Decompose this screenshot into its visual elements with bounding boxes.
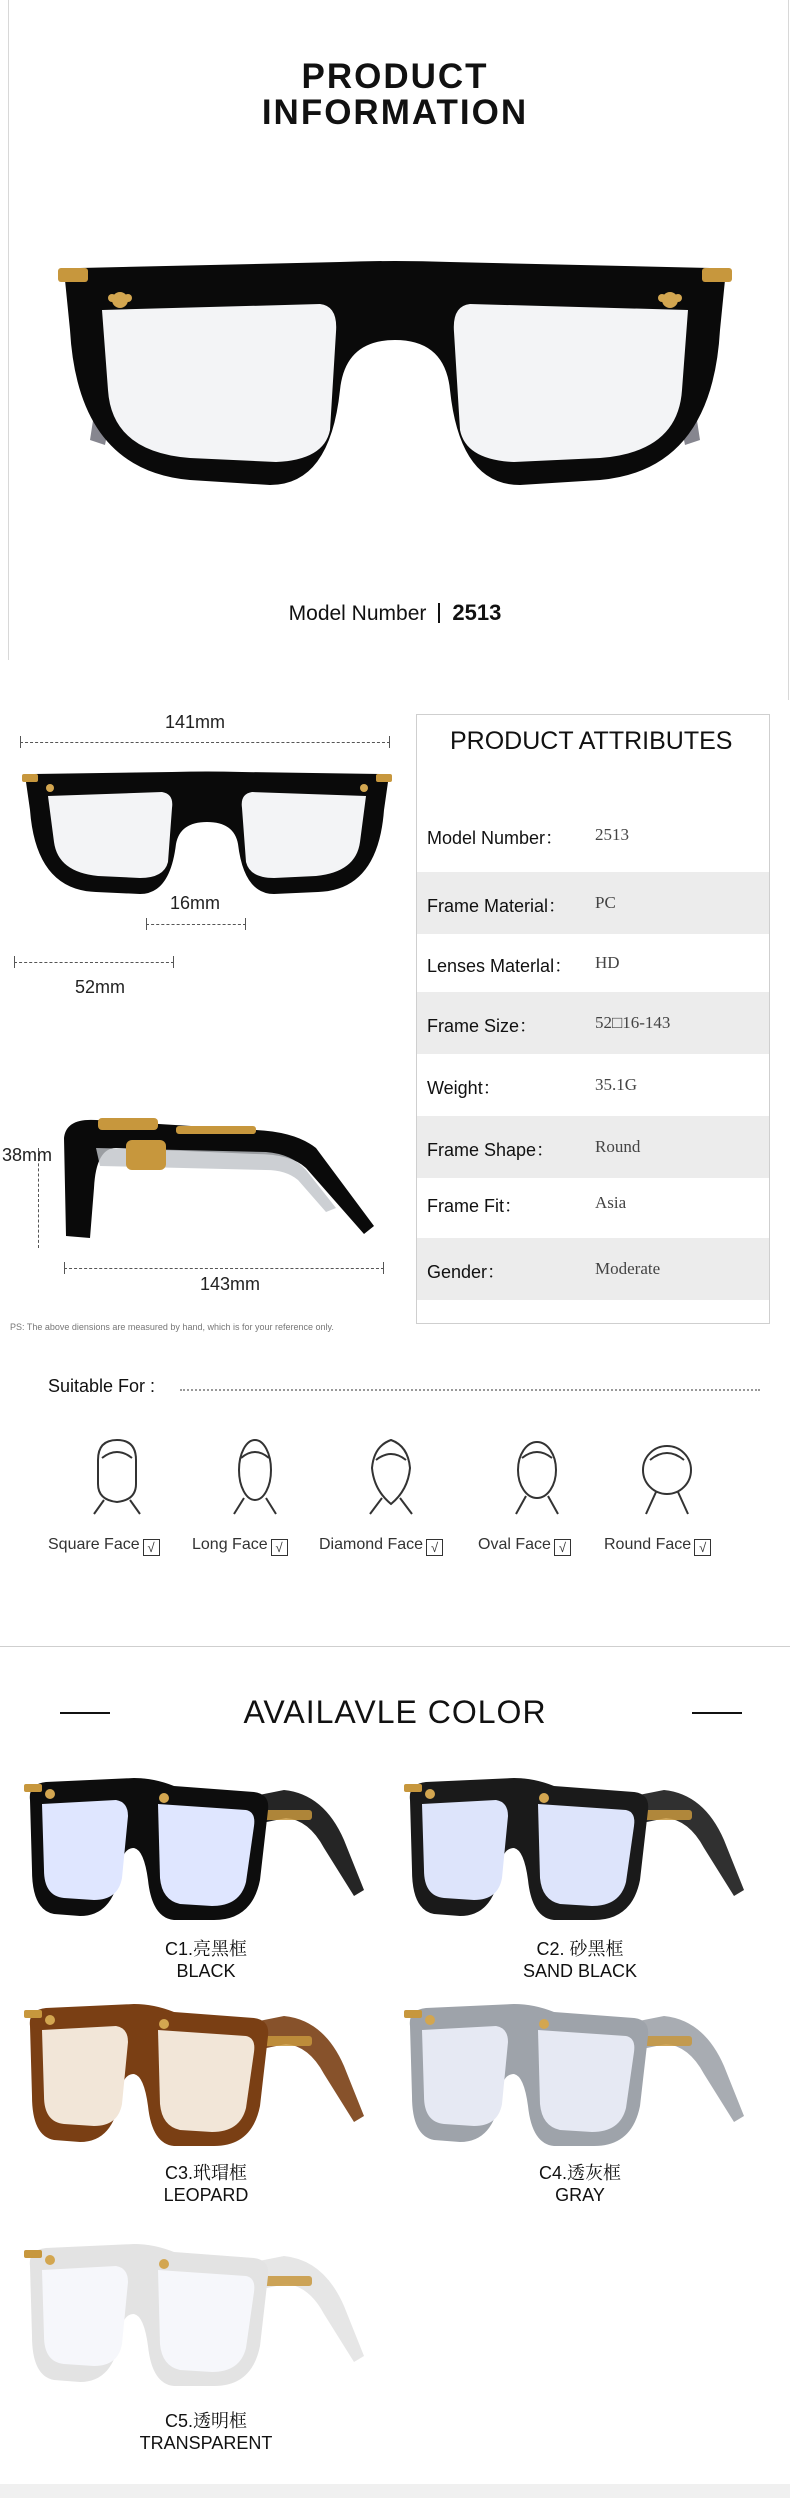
- bottom-bar: [0, 2484, 790, 2498]
- color-c1-caption: [36, 1938, 376, 1982]
- model-number-label: Model Number: [288, 602, 427, 625]
- attr-row-weight: [417, 1054, 769, 1116]
- attr-row-fit: [417, 1172, 769, 1234]
- dim-bridge-line: [146, 924, 246, 925]
- dimension-glasses-front-image: [22, 770, 392, 900]
- color-name: LEOPARD: [163, 2185, 249, 2205]
- long-face-icon: [228, 1436, 282, 1516]
- attr-label: Frame Fit：: [427, 1196, 523, 1216]
- dim-tick: [383, 1262, 384, 1274]
- attr-label: Frame Shape：: [427, 1140, 555, 1160]
- attr-value: 35.1G: [595, 1075, 638, 1094]
- measurement-note: PS: The above diensions are measured by hand, which is for your reference only.: [10, 1322, 334, 1332]
- attr-label: Model Number：: [427, 828, 564, 848]
- section-divider: [0, 1646, 790, 1647]
- attr-row-gender: [417, 1238, 769, 1300]
- dim-temple-length: 143mm: [200, 1274, 261, 1294]
- dim-tick: [146, 918, 147, 930]
- face-label-text: Square Face: [48, 1536, 140, 1553]
- dim-tick: [20, 736, 21, 748]
- dim-total-width: 141mm: [165, 712, 226, 732]
- dim-tick: [245, 918, 246, 930]
- face-label-square: [48, 1536, 160, 1556]
- attr-label: Lenses Materlal：: [427, 956, 573, 976]
- face-label-text: Oval Face: [478, 1536, 551, 1553]
- face-label-diamond: [319, 1536, 443, 1556]
- attr-row-size: [417, 992, 769, 1054]
- checkbox-icon: √: [554, 1539, 571, 1556]
- face-label-round: [604, 1536, 711, 1556]
- attr-row-material: [417, 872, 769, 934]
- color-code: C3.玳瑁框: [164, 2163, 247, 2183]
- available-color-title: AVAILAVLE COLOR: [243, 1694, 547, 1730]
- dim-total-width-line: [20, 742, 390, 743]
- color-name: SAND BLACK: [522, 1961, 638, 1981]
- face-label-text: Diamond Face: [319, 1536, 424, 1553]
- model-number-value: 2513: [452, 600, 502, 625]
- checkbox-icon: √: [694, 1539, 711, 1556]
- hero-glasses-front-image: [40, 240, 750, 510]
- dim-temple-line: [64, 1268, 384, 1269]
- attr-label: Weight：: [427, 1078, 501, 1098]
- color-c5-caption: [36, 2410, 376, 2454]
- attr-label: Frame Material：: [427, 896, 567, 916]
- color-c2-caption: [410, 1938, 750, 1982]
- attr-row-model: [417, 804, 769, 866]
- color-c4-caption: [410, 2162, 750, 2206]
- face-label-long: [192, 1536, 288, 1556]
- attr-value: Moderate: [595, 1259, 661, 1278]
- color-c4-glasses-image: [404, 1996, 764, 2156]
- attr-row-shape: [417, 1116, 769, 1178]
- dimension-glasses-side-image: [56, 1108, 386, 1248]
- round-face-icon: [640, 1436, 694, 1516]
- dim-lens-height: 38mm: [2, 1145, 53, 1165]
- attr-row-lenses: [417, 932, 769, 994]
- dim-lens-width: 52mm: [75, 977, 126, 997]
- dim-lens-width-line: [14, 962, 174, 963]
- dim-tick: [14, 956, 15, 968]
- checkbox-icon: √: [271, 1539, 288, 1556]
- attr-label: Frame Size：: [427, 1016, 538, 1036]
- color-code: C1.亮黑框: [164, 1939, 247, 1959]
- color-c3-caption: [36, 2162, 376, 2206]
- checkbox-icon: √: [426, 1539, 443, 1556]
- attr-value: 2513: [595, 825, 629, 844]
- attr-value: Round: [595, 1137, 641, 1156]
- color-c3-glasses-image: [24, 1996, 384, 2156]
- model-separator: [438, 603, 440, 623]
- model-number-line: [0, 600, 790, 626]
- color-code: C2. 砂黑框: [536, 1939, 624, 1959]
- suitable-for-dotted-line: [180, 1389, 760, 1391]
- dim-tick: [389, 736, 390, 748]
- checkbox-icon: √: [143, 1539, 160, 1556]
- page-title-line1: PRODUCT: [301, 57, 489, 96]
- face-label-oval: [478, 1536, 571, 1556]
- diamond-face-icon: [364, 1436, 418, 1516]
- color-name: BLACK: [176, 1961, 236, 1981]
- dim-tick: [64, 1262, 65, 1274]
- attr-label: Gender：: [427, 1262, 506, 1282]
- face-label-text: Long Face: [192, 1536, 268, 1553]
- attr-value: PC: [595, 893, 616, 912]
- dim-bridge: 16mm: [170, 893, 221, 913]
- color-name: TRANSPARENT: [139, 2433, 273, 2453]
- dim-tick: [173, 956, 174, 968]
- color-code: C5.透明框: [164, 2411, 247, 2431]
- page-title-line2: INFORMATION: [261, 93, 529, 132]
- attributes-title: PRODUCT ATTRIBUTES: [450, 727, 733, 755]
- color-c2-glasses-image: [404, 1770, 764, 1930]
- attr-value: Asia: [595, 1193, 627, 1212]
- oval-face-icon: [510, 1436, 564, 1516]
- attr-value: HD: [595, 953, 620, 972]
- square-face-icon: [90, 1436, 144, 1516]
- color-code: C4.透灰框: [538, 2163, 621, 2183]
- color-c1-glasses-image: [24, 1770, 384, 1930]
- face-label-text: Round Face: [604, 1536, 692, 1553]
- attr-value: 52□16-143: [595, 1013, 671, 1032]
- color-c5-glasses-image: [24, 2236, 384, 2396]
- suitable-for-label: Suitable For :: [48, 1376, 156, 1396]
- color-name: GRAY: [555, 2185, 605, 2205]
